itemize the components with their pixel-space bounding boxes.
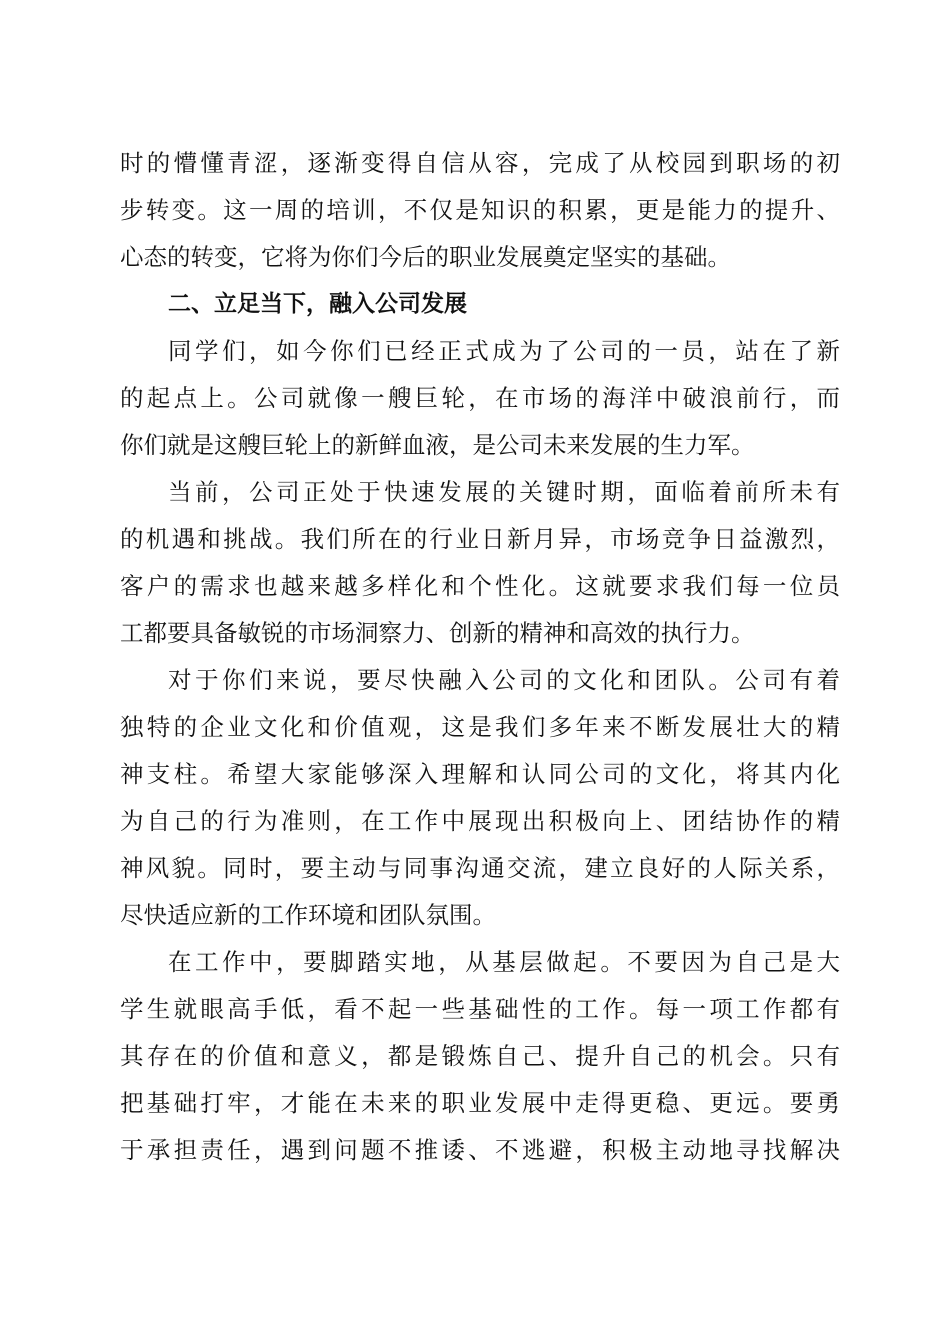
text-line: 于承担责任，遇到问题不推诿、不逃避，积极主动地寻找解决: [120, 1136, 840, 1164]
text-line: 其存在的价值和意义，都是锻炼自己、提升自己的机会。只有: [120, 1042, 840, 1070]
text-line: 步转变。这一周的培训，不仅是知识的积累，更是能力的提升、: [120, 196, 840, 224]
text-line: 神风貌。同时，要主动与同事沟通交流，建立良好的人际关系，: [120, 854, 840, 882]
text-line: 学生就眼高手低，看不起一些基础性的工作。每一项工作都有: [120, 995, 840, 1023]
text-line: 独特的企业文化和价值观，这是我们多年来不断发展壮大的精: [120, 713, 840, 741]
text-line: 的机遇和挑战。我们所在的行业日新月异，市场竞争日益激烈，: [120, 525, 840, 553]
text-line: 把基础打牢，才能在未来的职业发展中走得更稳、更远。要勇: [120, 1089, 840, 1117]
text-line: 同学们，如今你们已经正式成为了公司的一员，站在了新: [168, 337, 840, 365]
text-line: 心态的转变，它将为你们今后的职业发展奠定坚实的基础。: [120, 243, 731, 271]
text-line: 客户的需求也越来越多样化和个性化。这就要求我们每一位员: [120, 572, 840, 600]
text-line: 的起点上。公司就像一艘巨轮，在市场的海洋中破浪前行，而: [120, 384, 840, 412]
text-line: 工都要具备敏锐的市场洞察力、创新的精神和高效的执行力。: [120, 619, 755, 647]
text-line: 对于你们来说，要尽快融入公司的文化和团队。公司有着: [168, 666, 840, 694]
text-line: 神支柱。希望大家能够深入理解和认同公司的文化，将其内化: [120, 760, 840, 788]
text-line: 在工作中，要脚踏实地，从基层做起。不要因为自己是大: [168, 948, 840, 976]
text-line: 你们就是这艘巨轮上的新鲜血液，是公司未来发展的生力军。: [120, 431, 755, 459]
text-line: 当前，公司正处于快速发展的关键时期，面临着前所未有: [168, 478, 840, 506]
section-heading: 二、立足当下，融入公司发展: [168, 291, 467, 317]
document-body: [120, 140, 840, 1174]
text-line: 尽快适应新的工作环境和团队氛围。: [120, 901, 496, 929]
text-line: 为自己的行为准则，在工作中展现出积极向上、团结协作的精: [120, 807, 840, 835]
text-line: 时的懵懂青涩，逐渐变得自信从容，完成了从校园到职场的初: [120, 149, 840, 177]
